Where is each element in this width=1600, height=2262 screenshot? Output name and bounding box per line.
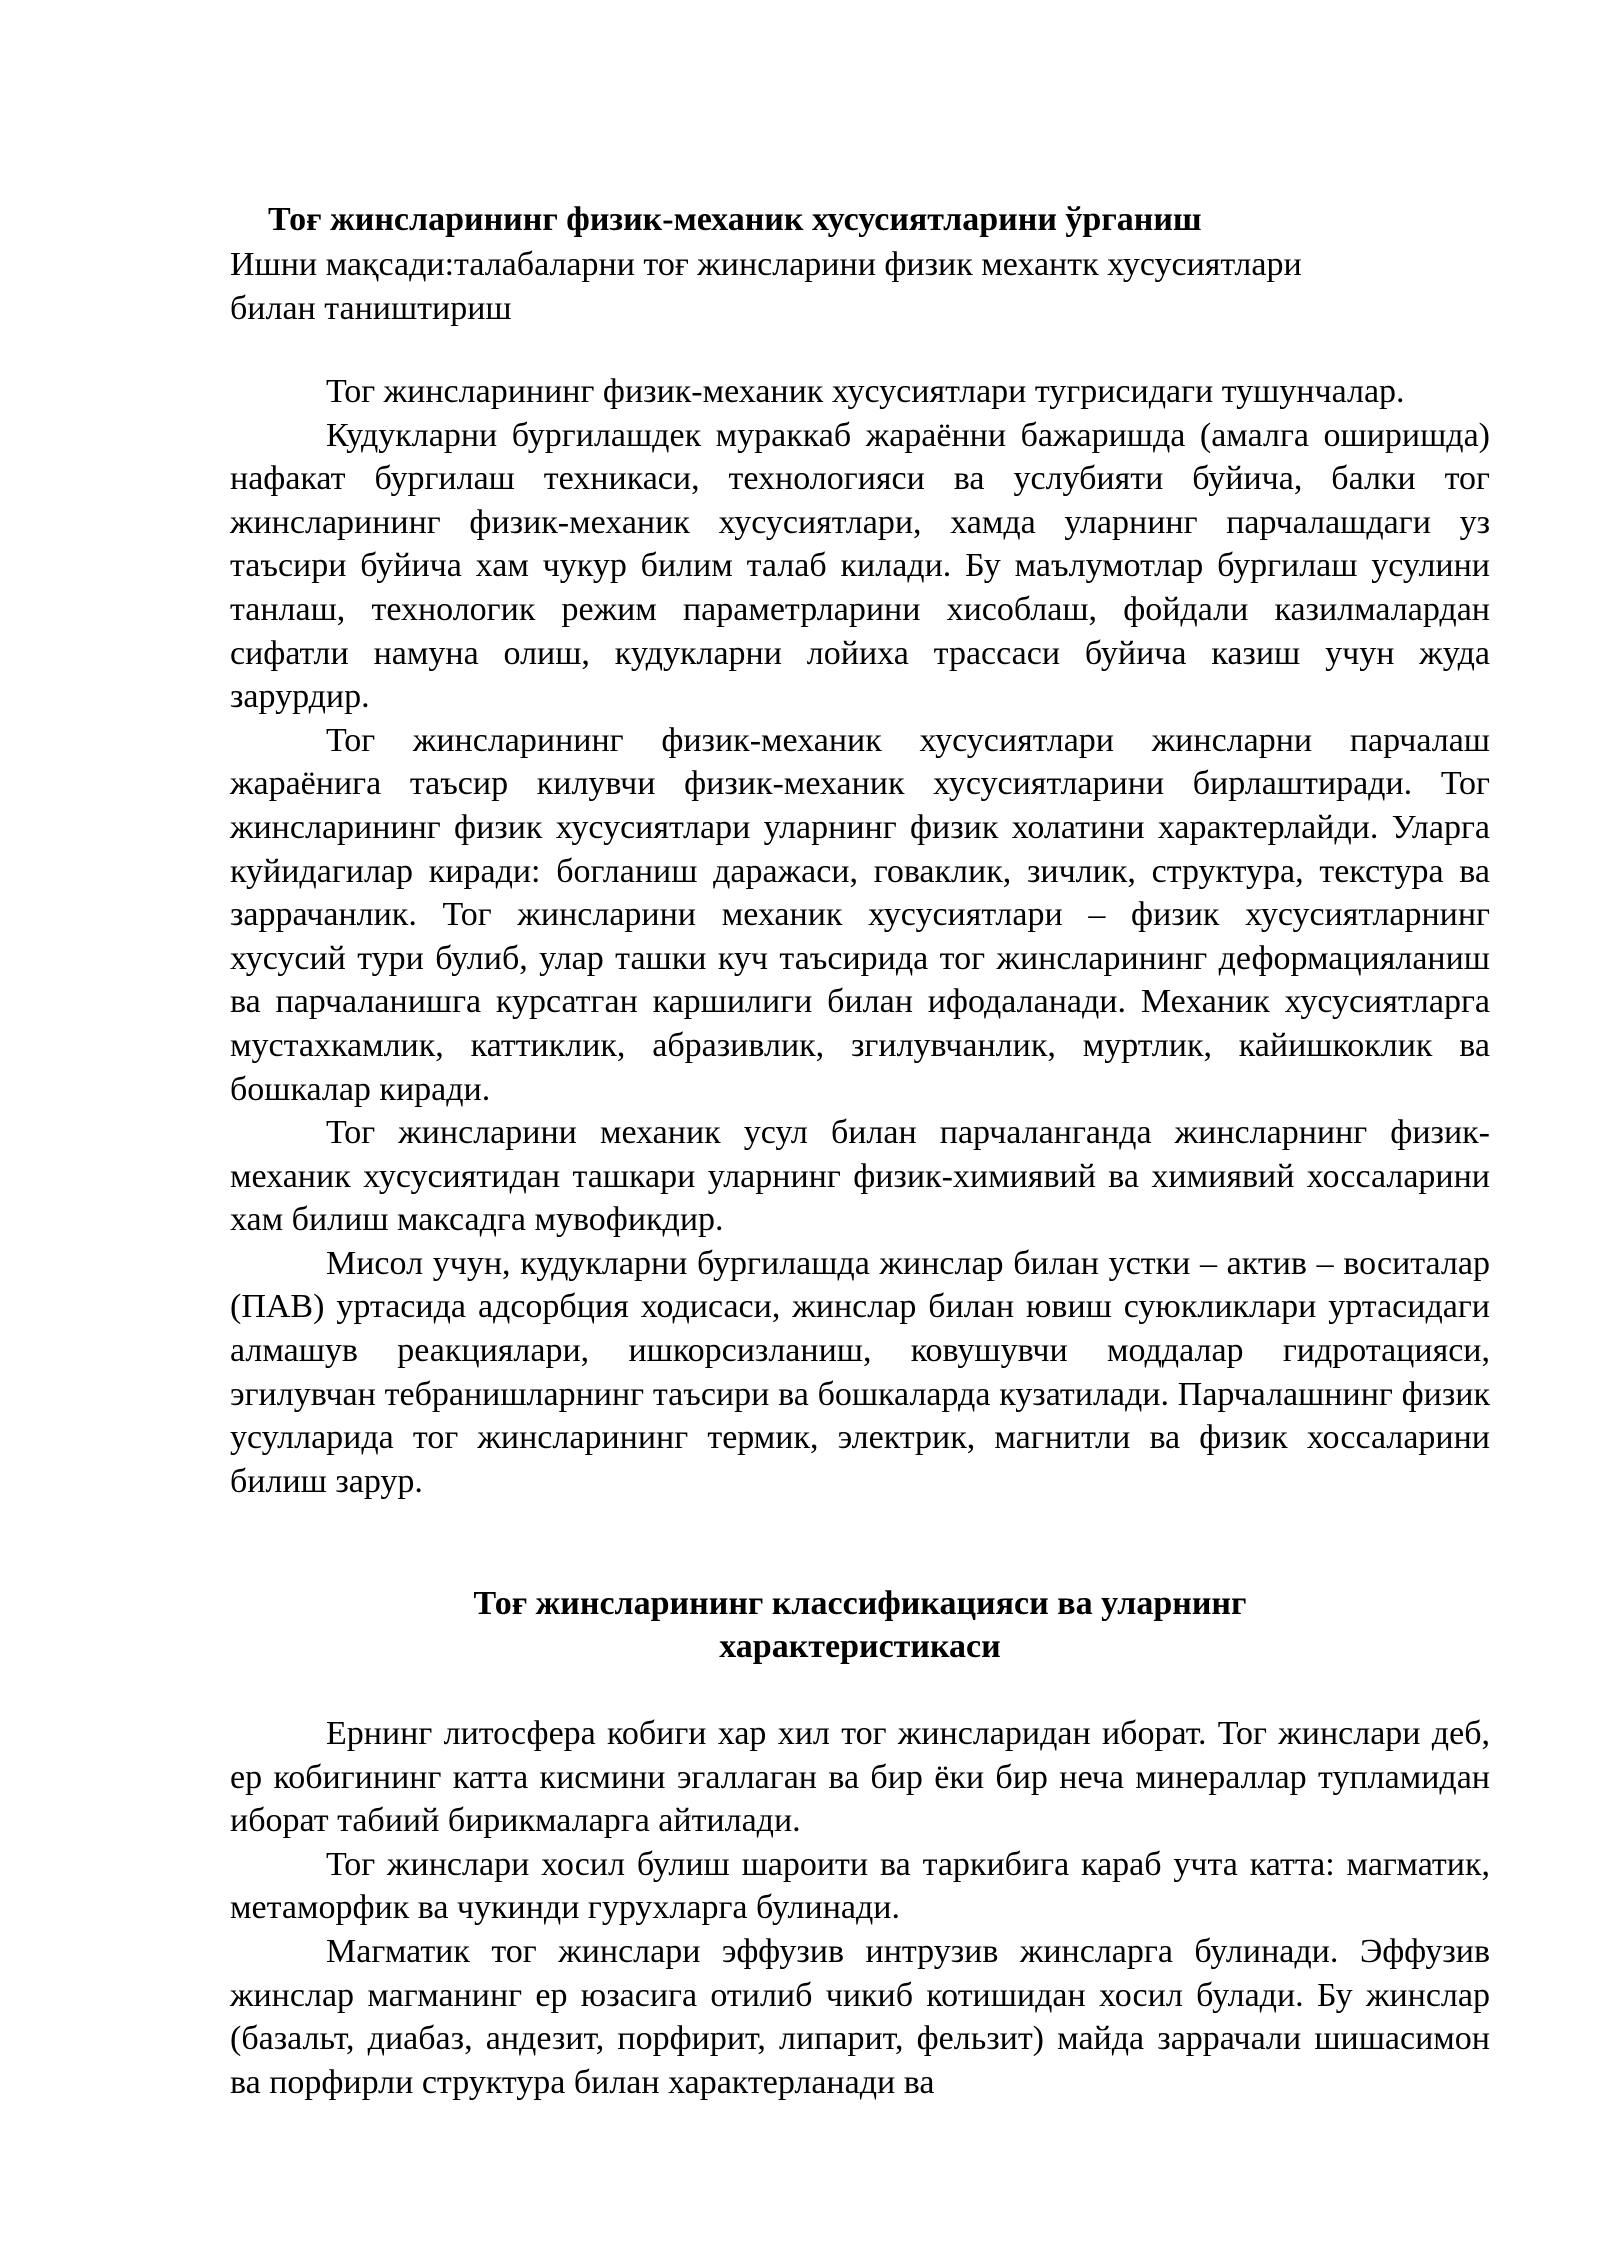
heading-line: характеристикаси bbox=[719, 1628, 1001, 1665]
document-title: Тоғ жинсларининг физик-механик хусусиятларини ўрганиш bbox=[268, 201, 1202, 238]
section-2-heading bbox=[230, 1582, 1490, 1668]
section-2-body bbox=[230, 1712, 1490, 2104]
goal-statement bbox=[230, 243, 1490, 330]
paragraph: Мисол учун, кудукларни бургилашда жинслар билан устки – актив – воситалар (ПАВ) уртасида адсорбция ходисаси, жинслар билан ювиш суюкликлари уртасидаги алмашув реакциялари, ишкорсизланиш, ковушувчи моддалар гидротацияси, эгилувчан тебранишларнинг таъсири ва бошкаларда кузатилади. Парчалашнинг физик усулларида тог жинсларининг термик, электрик, магнитли ва физик хоссаларини билиш зарур. bbox=[230, 1244, 1490, 1500]
paragraph: Тог жинслари хосил булиш шароити ва таркибига караб учта катта: магматик, метаморфик ва чукинди гурухларга булинади. bbox=[230, 1845, 1490, 1927]
paragraph: Магматик тог жинслари эффузив интрузив жинсларга булинади. Эффузив жинслар магманинг ер юзасига отилиб чикиб котишидан хосил булади. Бу жинслар (базальт, диабаз, андезит, порфирит, липарит, фельзит) майда заррачали шишасимон ва порфирли структура билан характерланади ва bbox=[230, 1932, 1490, 2101]
goal-line: билан таништириш bbox=[230, 289, 512, 327]
heading-line: Тоғ жинсларининг классификацияси ва уларнинг bbox=[473, 1585, 1247, 1622]
paragraph: Кудукларни бургилашдек мураккаб жараённи бажаришда (амалга оширишда) нафакат бургилаш техникаси, технологияси ва услубияти буйича, балки тог жинсларининг физик-механик хусусиятлари, хамда уларнинг парчалашдаги уз таъсири буйича хам чукур билим талаб килади. Бу маълумотлар бургилаш усулини танлаш, технологик режим параметрларини хисоблаш, фойдали казилмалардан сифатли намуна олиш, кудукларни лойиха трассаси буйича казиш учун жуда зарурдир. bbox=[230, 416, 1490, 716]
paragraph: Тог жинсларининг физик-механик хусусиятлари жинсларни парчалаш жараёнига таъсир килувчи физик-механик хусусиятларини бирлаштиради. Тог жинсларининг физик хусусиятлари уларнинг физик холатини характерлайди. Уларга куйидагилар киради: богланиш даражаси, говаклик, зичлик, структура, текстура ва заррачанлик. Тог жинсларини механик хусусиятлари – физик хусусиятларнинг хусусий тури булиб, улар ташки куч таъсирида тог жинсларининг деформацияланиш ва парчаланишга курсатган каршилиги билан ифодаланади. Механик хусусиятларга мустахкамлик, каттиклик, абразивлик, згилувчанлик, муртлик, кайишкоклик ва бошкалар киради. bbox=[230, 721, 1490, 1108]
goal-line: Ишни мақсади:талабаларни тоғ жинсларини физик механтк хусусиятлари bbox=[230, 246, 1302, 283]
paragraph: Ернинг литосфера кобиги хар хил тог жинсларидан иборат. Тог жинслари деб, ер кобигининг катта кисмини эгаллаган ва бир ёки бир неча минераллар тупламидан иборат табиий бирикмаларга айтилади. bbox=[230, 1715, 1490, 1840]
section-1-body bbox=[230, 370, 1490, 1503]
paragraph: Тог жинсларининг физик-механик хусусиятлари тугрисидаги тушунчалар. bbox=[326, 373, 1405, 410]
paragraph: Тог жинсларини механик усул билан парчаланганда жинсларнинг физик-механик хусусиятидан ташкари уларнинг физик-химиявий ва химиявий хоссаларини хам билиш максадга мувофикдир. bbox=[230, 1114, 1490, 1239]
